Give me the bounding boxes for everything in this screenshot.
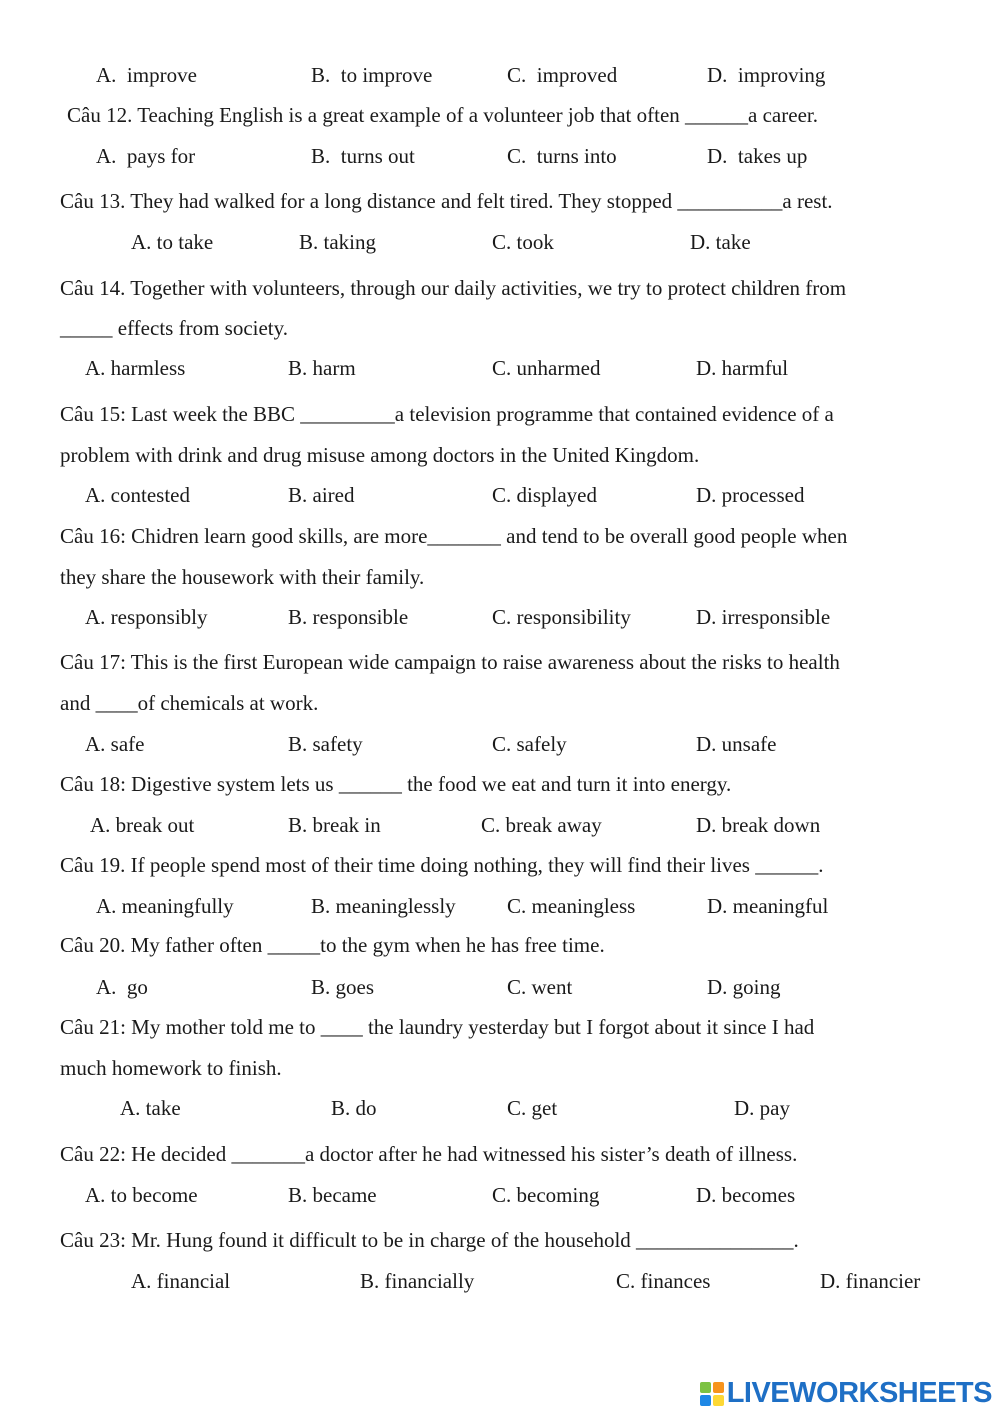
- answer-option[interactable]: B. became: [288, 1183, 377, 1207]
- question-text: Câu 15: Last week the BBC _________a television programme that contained evidence of a: [60, 402, 834, 426]
- answer-option[interactable]: A. responsibly: [85, 605, 208, 629]
- answer-option[interactable]: B. turns out: [311, 144, 415, 168]
- question-text: Câu 20. My father often _____to the gym when he has free time.: [60, 933, 605, 957]
- answer-option[interactable]: D. meaningful: [707, 894, 829, 918]
- answer-option[interactable]: D. going: [707, 975, 781, 999]
- answer-option[interactable]: A. improve: [96, 63, 197, 87]
- question-text: Câu 22: He decided _______a doctor after he had witnessed his sister’s death of illness.: [60, 1142, 798, 1166]
- answer-option[interactable]: C. displayed: [492, 483, 597, 507]
- answer-option[interactable]: C. get: [507, 1096, 558, 1120]
- answer-option[interactable]: D. processed: [696, 483, 805, 507]
- answer-option[interactable]: D. becomes: [696, 1183, 796, 1207]
- answer-option[interactable]: B. to improve: [311, 63, 433, 87]
- question-text: Câu 19. If people spend most of their time doing nothing, they will find their lives ______.: [60, 853, 824, 877]
- question-text: and ____of chemicals at work.: [60, 691, 319, 715]
- answer-option[interactable]: D. takes up: [707, 144, 808, 168]
- answer-option[interactable]: B. safety: [288, 732, 363, 756]
- answer-option[interactable]: C. improved: [507, 63, 618, 87]
- question-text: Câu 18: Digestive system lets us ______ the food we eat and turn it into energy.: [60, 772, 732, 796]
- answer-option[interactable]: D. financier: [820, 1269, 921, 1293]
- answer-option[interactable]: B. meaninglessly: [311, 894, 456, 918]
- question-text: Câu 12. Teaching English is a great example of a volunteer job that often ______a career.: [67, 103, 818, 127]
- answer-option[interactable]: B. financially: [360, 1269, 475, 1293]
- answer-option[interactable]: C. meaningless: [507, 894, 636, 918]
- answer-option[interactable]: B. responsible: [288, 605, 409, 629]
- answer-option[interactable]: B. aired: [288, 483, 355, 507]
- answer-option[interactable]: C. finances: [616, 1269, 711, 1293]
- answer-option[interactable]: A. take: [120, 1096, 181, 1120]
- answer-option[interactable]: A. contested: [85, 483, 190, 507]
- question-text: problem with drink and drug misuse among doctors in the United Kingdom.: [60, 443, 700, 467]
- answer-option[interactable]: D. improving: [707, 63, 826, 87]
- answer-option[interactable]: A. meaningfully: [96, 894, 234, 918]
- liveworksheets-logo-icon: [700, 1382, 724, 1406]
- answer-option[interactable]: A. harmless: [85, 356, 186, 380]
- question-text: Câu 17: This is the first European wide campaign to raise awareness about the risks to health: [60, 650, 840, 674]
- answer-option[interactable]: A. pays for: [96, 144, 196, 168]
- question-text: much homework to finish.: [60, 1056, 282, 1080]
- liveworksheets-logo-text: LIVEWORKSHEETS: [726, 1377, 992, 1409]
- question-text: they share the housework with their family.: [60, 565, 425, 589]
- answer-option[interactable]: C. safely: [492, 732, 567, 756]
- question-text: Câu 13. They had walked for a long distance and felt tired. They stopped __________a rest.: [60, 189, 833, 213]
- question-text: Câu 21: My mother told me to ____ the laundry yesterday but I forgot about it since I had: [60, 1015, 815, 1039]
- answer-option[interactable]: A. safe: [85, 732, 145, 756]
- answer-option[interactable]: A. to become: [85, 1183, 198, 1207]
- answer-option[interactable]: C. turns into: [507, 144, 617, 168]
- answer-option[interactable]: A. go: [96, 975, 148, 999]
- answer-option[interactable]: A. break out: [90, 813, 195, 837]
- answer-option[interactable]: D. break down: [696, 813, 821, 837]
- answer-option[interactable]: C. went: [507, 975, 573, 999]
- answer-option[interactable]: D. harmful: [696, 356, 789, 380]
- answer-option[interactable]: B. taking: [299, 230, 376, 254]
- answer-option[interactable]: B. harm: [288, 356, 356, 380]
- answer-option[interactable]: D. irresponsible: [696, 605, 831, 629]
- answer-option[interactable]: C. responsibility: [492, 605, 631, 629]
- answer-option[interactable]: D. take: [690, 230, 751, 254]
- answer-option[interactable]: C. becoming: [492, 1183, 600, 1207]
- answer-option[interactable]: C. break away: [481, 813, 602, 837]
- answer-option[interactable]: D. pay: [734, 1096, 790, 1120]
- answer-option[interactable]: C. took: [492, 230, 554, 254]
- question-text: _____ effects from society.: [60, 316, 289, 340]
- question-text: Câu 16: Chidren learn good skills, are more_______ and tend to be overall good people when: [60, 524, 848, 548]
- liveworksheets-logo: [700, 1377, 992, 1410]
- question-text: Câu 14. Together with volunteers, through our daily activities, we try to protect children from: [60, 276, 847, 300]
- question-text: Câu 23: Mr. Hung found it difficult to be in charge of the household _______________.: [60, 1228, 799, 1252]
- answer-option[interactable]: C. unharmed: [492, 356, 601, 380]
- answer-option[interactable]: B. do: [331, 1096, 377, 1120]
- answer-option[interactable]: B. break in: [288, 813, 381, 837]
- answer-option[interactable]: B. goes: [311, 975, 374, 999]
- answer-option[interactable]: A. to take: [131, 230, 214, 254]
- answer-option[interactable]: A. financial: [131, 1269, 231, 1293]
- answer-option[interactable]: D. unsafe: [696, 732, 777, 756]
